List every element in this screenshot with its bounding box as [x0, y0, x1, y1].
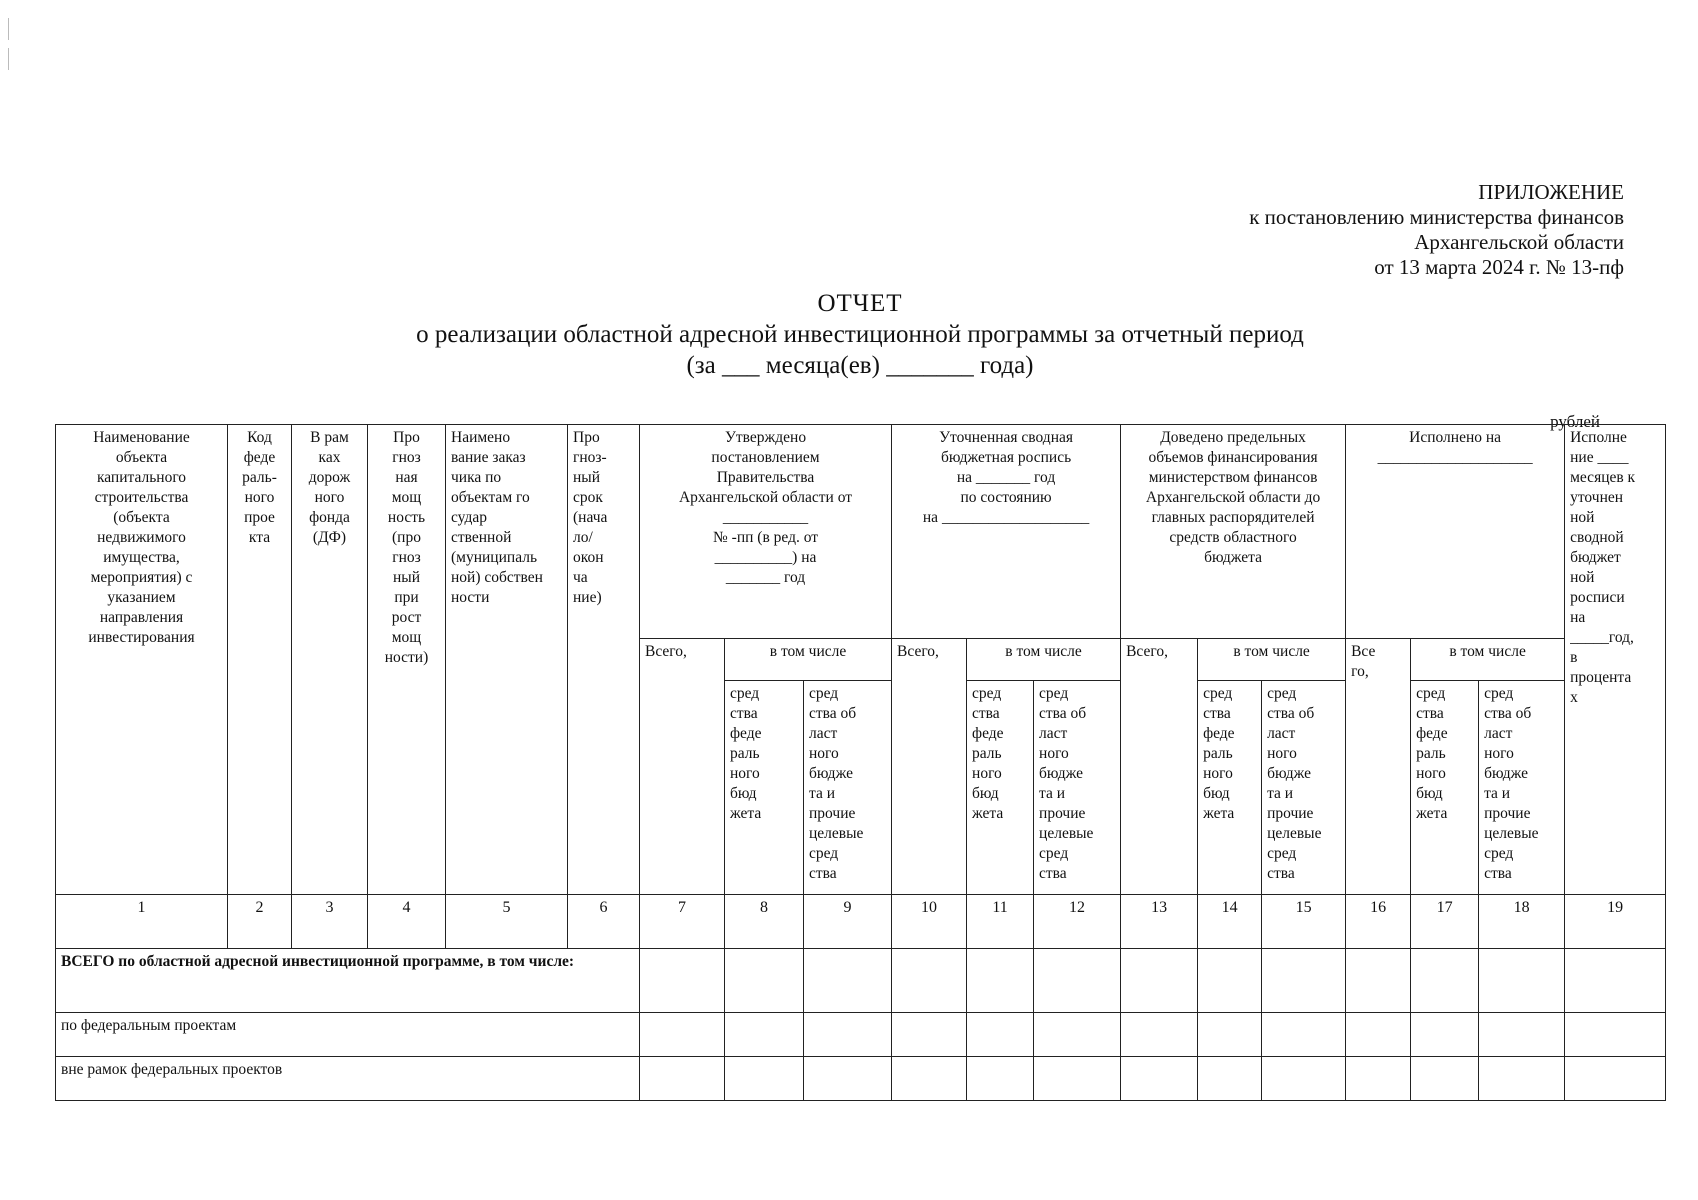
column-number: 10	[892, 895, 967, 949]
table-cell	[1034, 1013, 1121, 1057]
table-cell	[1479, 1057, 1565, 1101]
column-number: 17	[1411, 895, 1479, 949]
table-cell	[1121, 1057, 1198, 1101]
report-subtitle: о реализации областной адресной инвестиционной программы за отчетный период	[416, 321, 1304, 348]
column-number: 6	[568, 895, 640, 949]
table-cell	[804, 1013, 892, 1057]
scan-edge-mark	[8, 18, 9, 40]
table-cell	[804, 1057, 892, 1101]
header-federal-funds: сред ства феде раль ного бюд жета	[967, 681, 1034, 895]
report-title	[0, 288, 1698, 381]
row-label: по федеральным проектам	[56, 1013, 640, 1057]
table-cell	[1411, 1057, 1479, 1101]
table-cell	[967, 949, 1034, 1013]
table-cell	[1262, 1013, 1346, 1057]
table-cell	[725, 1013, 804, 1057]
header-federal-funds: сред ства феде раль ного бюд жета	[1198, 681, 1262, 895]
column-number: 2	[228, 895, 292, 949]
table-row-total	[56, 949, 1666, 1013]
table-cell	[1198, 1013, 1262, 1057]
header-allocated-limits-group: Доведено предельных объемов финансирования министерством финансов Архангельской области до главных распорядителей средств областного бюджета	[1121, 425, 1346, 639]
table-cell	[967, 1013, 1034, 1057]
appendix-line: Архангельской области	[1414, 230, 1624, 254]
column-number: 13	[1121, 895, 1198, 949]
table-cell	[1121, 949, 1198, 1013]
appendix-block	[1249, 180, 1624, 280]
header-executed-group: Исполнено на ____________________	[1346, 425, 1565, 639]
table-cell	[1262, 949, 1346, 1013]
table-cell	[1565, 1057, 1666, 1101]
column-number: 7	[640, 895, 725, 949]
column-number: 12	[1034, 895, 1121, 949]
header-customer-name: Наимено вание заказ чика по объектам го судар ственной (муниципаль ной) собствен ности	[446, 425, 568, 895]
header-regional-funds: сред ства об ласт ного бюдже та и прочие целевые сред ства	[804, 681, 892, 895]
header-road-fund: В рам ках дорож ного фонда (ДФ)	[292, 425, 368, 895]
header-regional-funds: сред ства об ласт ного бюдже та и прочие целевые сред ства	[1034, 681, 1121, 895]
table-cell	[1121, 1013, 1198, 1057]
table-cell	[1411, 1013, 1479, 1057]
table-cell	[1346, 949, 1411, 1013]
table-cell	[1346, 1013, 1411, 1057]
table-cell	[1565, 1013, 1666, 1057]
column-number: 19	[1565, 895, 1666, 949]
column-number: 1	[56, 895, 228, 949]
table-cell	[1034, 949, 1121, 1013]
header-federal-funds: сред ства феде раль ного бюд жета	[725, 681, 804, 895]
column-number: 5	[446, 895, 568, 949]
header-federal-funds: сред ства феде раль ного бюд жета	[1411, 681, 1479, 895]
column-number: 3	[292, 895, 368, 949]
table-cell	[1565, 949, 1666, 1013]
header-total: Всего,	[892, 639, 967, 895]
column-number: 14	[1198, 895, 1262, 949]
row-label: ВСЕГО по областной адресной инвестиционной программе, в том числе:	[56, 949, 640, 1013]
header-including: в том числе	[1198, 639, 1346, 681]
header-including: в том числе	[725, 639, 892, 681]
appendix-title: ПРИЛОЖЕНИЕ	[1478, 180, 1624, 204]
header-forecast-term: Про гноз- ный срок (нача ло/ окон ча ние)	[568, 425, 640, 895]
column-number-row	[56, 895, 1666, 949]
scan-edge-mark	[8, 48, 9, 70]
table-cell	[892, 949, 967, 1013]
table-cell	[725, 949, 804, 1013]
header-federal-project-code: Код феде раль- ного прое кта	[228, 425, 292, 895]
table-cell	[892, 1057, 967, 1101]
header-forecast-capacity: Про гноз ная мощ ность (про гноз ный при рост мощ ности)	[368, 425, 446, 895]
table-cell	[1411, 949, 1479, 1013]
table-cell	[1262, 1057, 1346, 1101]
table-cell	[892, 1013, 967, 1057]
column-number: 18	[1479, 895, 1565, 949]
table-cell	[1479, 949, 1565, 1013]
header-regional-funds: сред ства об ласт ного бюдже та и прочие целевые сред ства	[1479, 681, 1565, 895]
header-total: Всего,	[1121, 639, 1198, 895]
header-budget-schedule-group: Уточненная сводная бюджетная роспись на _______ год по состоянию на ___________________	[892, 425, 1121, 639]
header-row	[56, 425, 1666, 639]
table-cell	[640, 949, 725, 1013]
header-total: Все го,	[1346, 639, 1411, 895]
header-regional-funds: сред ства об ласт ного бюдже та и прочие целевые сред ства	[1262, 681, 1346, 895]
table-cell	[1198, 949, 1262, 1013]
appendix-date: от 13 марта 2024 г. № 13-пф	[1374, 255, 1624, 279]
table-cell	[804, 949, 892, 1013]
column-number: 11	[967, 895, 1034, 949]
header-execution-percent: Исполне ние ____ месяцев к уточнен ной сводной бюджет ной росписи на _____год, в процента х	[1565, 425, 1666, 895]
table-row-federal	[56, 1013, 1666, 1057]
table-cell	[725, 1057, 804, 1101]
table-cell	[1346, 1057, 1411, 1101]
report-period: (за ___ месяца(ев) _______ года)	[686, 352, 1034, 379]
column-number: 8	[725, 895, 804, 949]
header-including: в том числе	[967, 639, 1121, 681]
table-cell	[967, 1057, 1034, 1101]
column-number: 16	[1346, 895, 1411, 949]
row-label: вне рамок федеральных проектов	[56, 1057, 640, 1101]
report-table	[55, 424, 1666, 1101]
header-including: в том числе	[1411, 639, 1565, 681]
table-cell	[1198, 1057, 1262, 1101]
table-cell	[1034, 1057, 1121, 1101]
appendix-line: к постановлению министерства финансов	[1249, 205, 1624, 229]
table-cell	[640, 1013, 725, 1057]
column-number: 15	[1262, 895, 1346, 949]
header-total: Всего,	[640, 639, 725, 895]
header-approved-group: Утверждено постановлением Правительства Архангельской области от ___________ № -пп (в ред. от __________) на _______ год	[640, 425, 892, 639]
column-number: 4	[368, 895, 446, 949]
table-cell	[1479, 1013, 1565, 1057]
column-number: 9	[804, 895, 892, 949]
report-heading: ОТЧЕТ	[817, 290, 903, 317]
table-row-outside	[56, 1057, 1666, 1101]
header-object-name: Наименование объекта капитального строительства (объекта недвижимого имущества, мероприятия) с указанием направления инвестирования	[56, 425, 228, 895]
units-label: рублей	[1550, 412, 1600, 431]
table-cell	[640, 1057, 725, 1101]
